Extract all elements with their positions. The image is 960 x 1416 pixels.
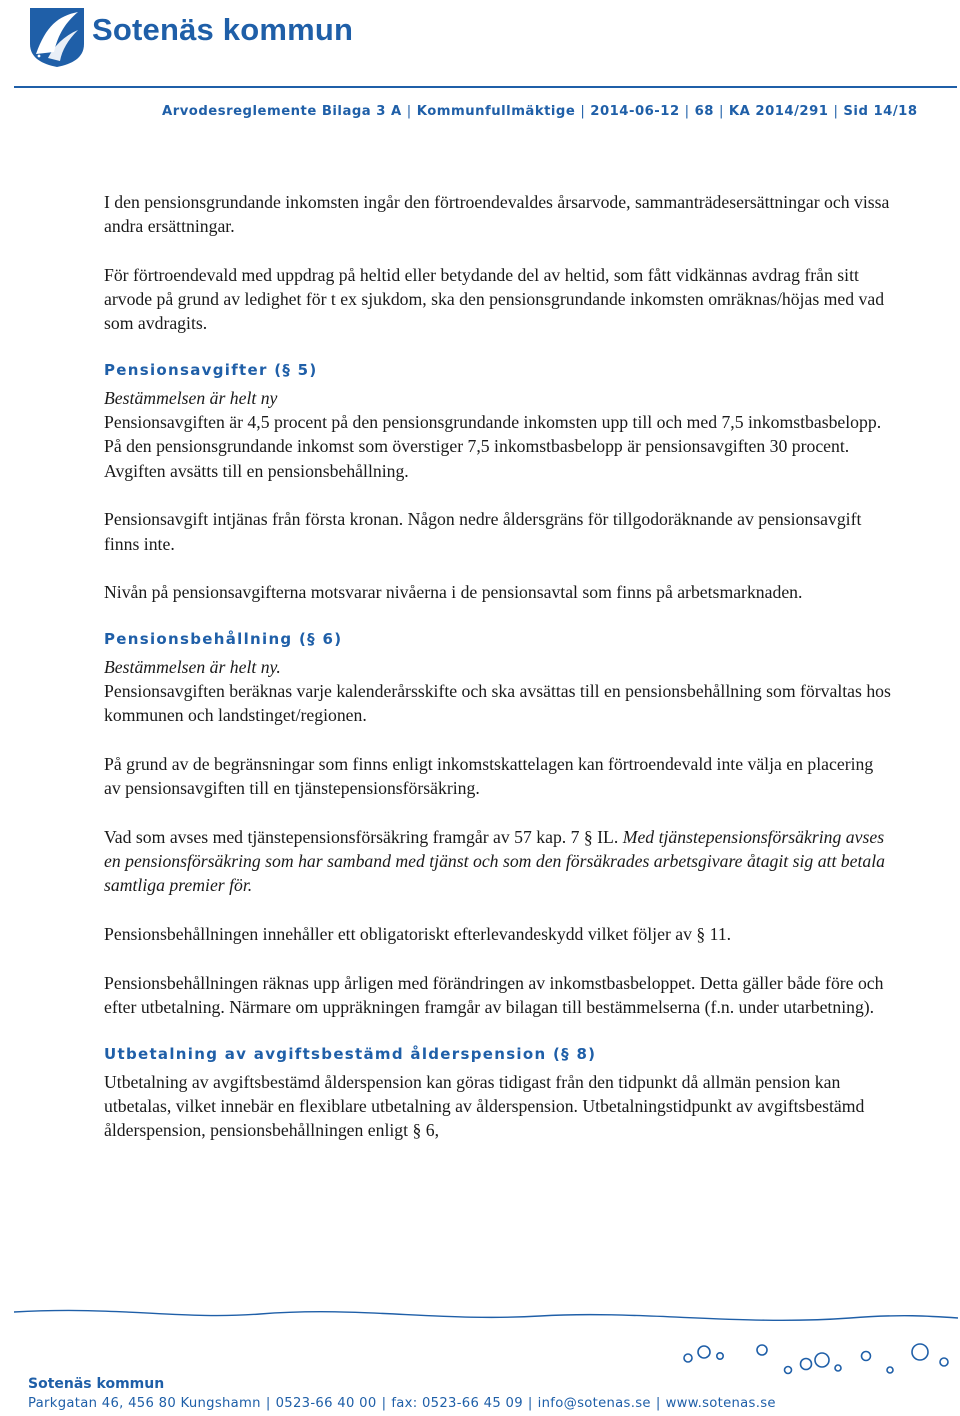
paragraph: Pensionsavgiften är 4,5 procent på den pensionsgrundande inkomsten upp till och med 7,5 inkomstbasbelopp. På den pensionsgrundande inkomst som överstiger 7,5 inkomstbasbelopp är pensionsavgiften 30 procent. Avgiften avsätts till en pensionsbehållning. bbox=[104, 412, 882, 481]
footer-email-link[interactable]: info@sotenas.se bbox=[537, 1396, 651, 1411]
section-subheading: Bestämmelsen är helt ny. bbox=[104, 656, 281, 677]
section-heading-6: Pensionsbehållning (§ 6) bbox=[104, 629, 343, 648]
paragraph: I den pensionsgrundande inkomsten ingår den förtroendevaldes årsarvode, sammanträdesersättningar och vissa andra ersättningar. bbox=[104, 192, 890, 237]
header-rule bbox=[14, 86, 957, 88]
paragraph: Nivån på pensionsavgifterna motsvarar nivåerna i de pensionsavtal som finns på arbetsmarknaden. bbox=[104, 582, 803, 603]
paragraph-italic-text: Med tjänstepensionsförsäkring avses en pensionsförsäkring som har samband med tjänst och som den försäkrades arbetsgivare åtagit sig att betala samtliga premier för. bbox=[104, 826, 886, 896]
paragraph: På grund av de begränsningar som finns enligt inkomstskattelagen kan förtroendevald inte välja en placering av pensionsavgiften till en tjänstepensionsförsäkring. bbox=[104, 754, 874, 799]
document-body bbox=[104, 190, 894, 1167]
paragraph: Pensionsbehållningen innehåller ett obligatoriskt efterlevandeskydd vilket följer av § 11. bbox=[104, 924, 732, 945]
paragraph: Pensionsavgiften beräknas varje kalenderårsskifte och ska avsättas till en pensionsbehållning som förvaltas hos kommunen och landstinget/regionen. bbox=[104, 681, 891, 726]
sotenas-logo-icon bbox=[28, 6, 86, 68]
meta-page: Sid 14/18 bbox=[843, 104, 918, 119]
meta-paragraph: 68 bbox=[694, 104, 714, 119]
meta-case-number: KA 2014/291 bbox=[728, 104, 829, 119]
footer-address: Parkgatan 46, 456 80 Kungshamn bbox=[28, 1396, 261, 1411]
paragraph-text: Vad som avses med tjänstepensionsförsäkring framgår av 57 kap. 7 § IL. bbox=[104, 826, 619, 847]
meta-board: Kommunfullmäktige bbox=[416, 104, 576, 119]
brand-name: Sotenäs kommun bbox=[92, 12, 354, 47]
paragraph bbox=[104, 825, 894, 898]
section-heading-8: Utbetalning av avgiftsbestämd ålderspension (§ 8) bbox=[104, 1044, 597, 1063]
document-meta: Arvodesreglemente Bilaga 3 A | Kommunfullmäktige | 2014-06-12 | 68 | KA 2014/291 | Sid 14/18 bbox=[162, 104, 918, 119]
meta-title: Arvodesreglemente Bilaga 3 A bbox=[162, 104, 402, 119]
section-heading-5: Pensionsavgifter (§ 5) bbox=[104, 361, 318, 380]
section-subheading: Bestämmelsen är helt ny bbox=[104, 388, 278, 409]
meta-date: 2014-06-12 bbox=[590, 104, 680, 119]
footer-phone: 0523-66 40 00 bbox=[275, 1396, 377, 1411]
footer-contact: Parkgatan 46, 456 80 Kungshamn | 0523-66 40 00 | fax: 0523-66 45 09 | info@sotenas.se | www.sotenas.se bbox=[28, 1396, 776, 1411]
paragraph: Pensionsbehållningen räknas upp årligen med förändringen av inkomstbasbeloppet. Detta gäller både före och efter utbetalning. Närmare om uppräkningen framgår av bilagan till bestämmelserna (f.n. under utarbetning). bbox=[104, 972, 884, 1017]
footer-website-link[interactable]: www.sotenas.se bbox=[665, 1396, 776, 1411]
paragraph: För förtroendevald med uppdrag på heltid eller betydande del av heltid, som fått vidkännas avdrag från sitt arvode på grund av ledighet för t ex sjukdom, ska den pensionsgrundande inkomsten omräknas/höjas med vad som avdragits. bbox=[104, 264, 885, 334]
paragraph: Pensionsavgift intjänas från första kronan. Någon nedre åldersgräns för tillgodoräknande av pensionsavgift finns inte. bbox=[104, 509, 862, 554]
footer-fax: fax: 0523-66 45 09 bbox=[391, 1396, 523, 1411]
paragraph: Utbetalning av avgiftsbestämd ålderspension kan göras tidigast från den tidpunkt då allmän pension kan utbetalas, vilket innebär en flexiblare utbetalning av ålderspension. Utbetalningstidpunkt av avgiftsbestämd ålderspension, pensionsbehållningen enligt § 6, bbox=[104, 1071, 865, 1141]
footer-organization: Sotenäs kommun bbox=[28, 1376, 165, 1392]
